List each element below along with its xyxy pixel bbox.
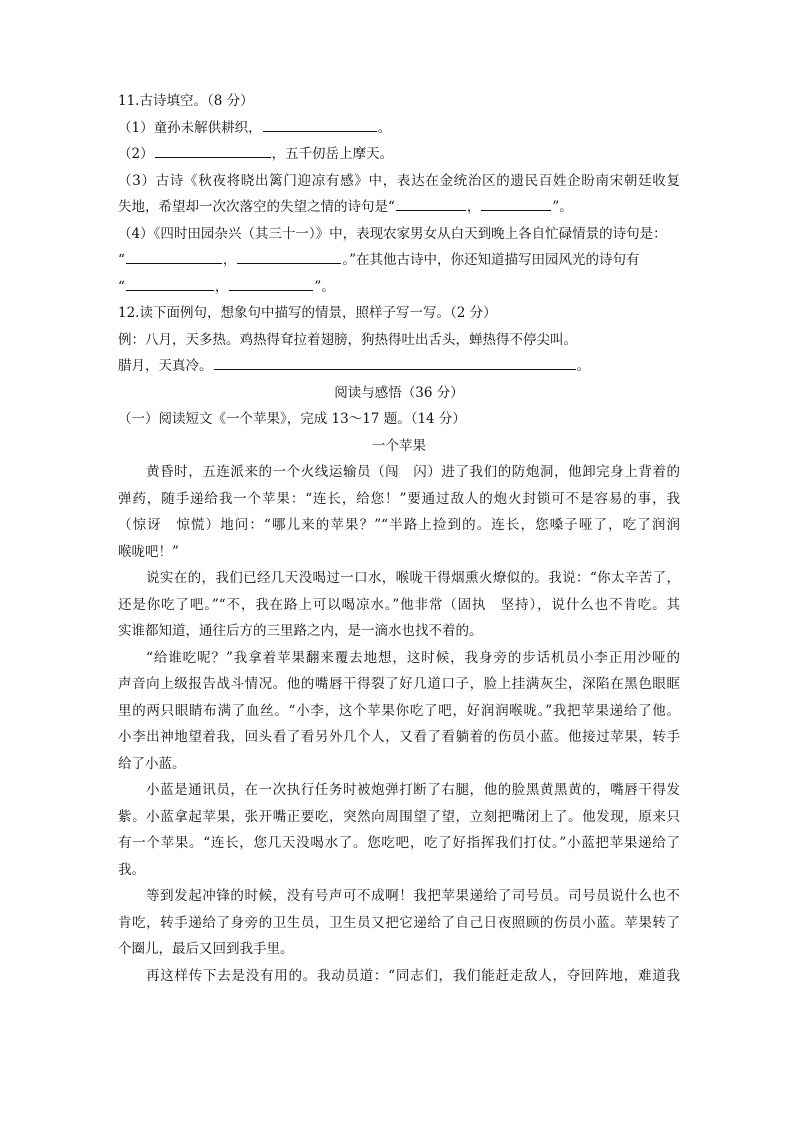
- story-paragraph-2: 说实在的，我们已经几天没喝过一口水，喉咙干得烟熏火燎似的。我说：“你太辛苦了， 还是你吃了吧。”“不，我在路上可以喝凉水。”他非常（固执 坚持），说什么也不肯吃。其 实谁都知道，通往后方的三里路之内，是一滴水也找不着的。: [118, 570, 680, 639]
- story-paragraph-4: 小蓝是通讯员，在一次执行任务时被炮弹打断了右腿，他的脸黑黄黑黄的，嘴唇干得发 紫。小蓝拿起苹果，张开嘴正要吃，突然向周围望了望，立刻把嘴闭上了。他发现，原来只 有一个苹果。“连长，您几天没喝水了。您吃吧，吃了好指挥我们打仗。”小蓝把苹果递给了 我。: [118, 782, 680, 878]
- answer-blank[interactable]: [214, 354, 576, 370]
- question-12-title: 12.读下面例句，想象句中描写的情景，照样子写一写。（2 分）: [118, 305, 497, 321]
- question-11-item-4-line-3: “ ， ”。: [118, 274, 680, 301]
- story-paragraph-3: “给谁吃呢？”我拿着苹果翻来覆去地想，这时候，我身旁的步话机员小李正用沙哑的 声音向上级报告战斗情况。他的嘴唇干得裂了好几道口子，脸上挂满灰尘，深陷在黑色眼眶 里的两只眼睛布满了血丝。“小李，这个苹果你吃了吧，好润润喉咙。”我把苹果递给了他。 小李出神地望着我，回头看了看另外几个人，又看了看躺着的伤员小蓝。他接过苹果，转手 给了小蓝。: [118, 649, 680, 772]
- answer-blank[interactable]: [481, 195, 551, 211]
- story-paragraph-5: 等到发起冲锋的时候，没有号声可不成啊！我把苹果递给了司号员。司号员说什么也不 肯吃，转手递给了身旁的卫生员，卫生员又把它递给了自己日夜照顾的伤员小蓝。苹果转了 个圈儿，最后又回到我手里。: [118, 888, 680, 957]
- question-12-example: 例：八月，天多热。鸡热得耷拉着翅膀，狗热得吐出舌头，蝉热得不停尖叫。: [118, 331, 577, 348]
- question-12-prompt: 腊月，天真冷。 。: [118, 353, 680, 380]
- answer-blank[interactable]: [126, 275, 214, 291]
- answer-blank[interactable]: [229, 275, 313, 291]
- question-11-item-2: （2） ，五千仞岳上摩天。: [118, 141, 680, 168]
- question-11-item-4-line-1: （4）《四时田园杂兴（其三十一）》中，表现农家男女从白天到晚上各自忙碌情景的诗句是：: [118, 225, 667, 242]
- question-11-title: 11.古诗填空。（8 分）: [118, 93, 254, 109]
- section-heading: 阅读与感悟（36 分）: [334, 384, 464, 401]
- question-11-item-3-line-1: （3）古诗《秋夜将晓出篱门迎凉有感》中，表达在金统治区的遗民百姓企盼南宋朝廷收复: [118, 172, 680, 189]
- answer-blank[interactable]: [155, 142, 271, 158]
- section-sub-heading: （一）阅读短文《一个苹果》，完成 13～17 题。（14 分）: [118, 411, 466, 427]
- answer-blank[interactable]: [126, 248, 222, 264]
- question-11-item-3-line-2: 失地，希望却一次次落空的失望之情的诗句是“ ， ”。: [118, 194, 680, 221]
- answer-blank[interactable]: [396, 195, 466, 211]
- answer-blank[interactable]: [263, 116, 377, 132]
- story-title: 一个苹果: [372, 437, 426, 454]
- question-11-item-1: （1）童孙未解供耕织， 。: [118, 115, 680, 142]
- question-11-item-4-line-2: “ ， 。”在其他古诗中，你还知道描写田园风光的诗句有: [118, 247, 680, 274]
- answer-blank[interactable]: [237, 248, 341, 264]
- story-paragraph-1: 黄昏时，五连派来的一个火线运输员（闯 闪）进了我们的防炮洞，他卸完身上背着的 弹药，随手递给我一个苹果：“连长，给您！”要通过敌人的炮火封锁可不是容易的事，我 （惊讶 惊慌）地问：“哪儿来的苹果？”“半路上捡到的。连长，您嗓子哑了，吃了润润 喉咙吧！”: [118, 464, 680, 560]
- exam-page: [118, 88, 680, 989]
- story-paragraph-6: 再这样传下去是没有用的。我动员道：“同志们，我们能赶走敌人，夺回阵地，难道我: [146, 967, 680, 984]
